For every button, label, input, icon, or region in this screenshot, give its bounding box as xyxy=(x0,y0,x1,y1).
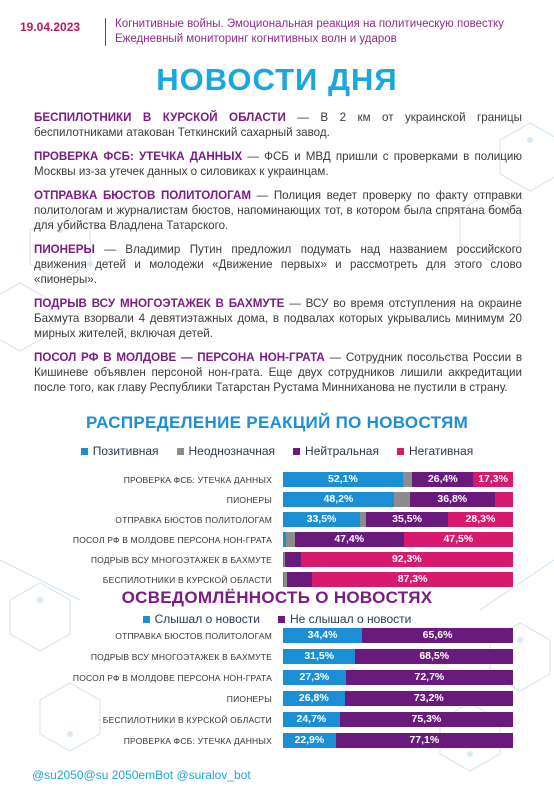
data-label: 26,4% xyxy=(427,473,458,485)
chart-row xyxy=(0,733,554,749)
bar-segment xyxy=(410,492,495,507)
data-label: 31,5% xyxy=(304,650,335,662)
subtitle-line-2: Ежедневный мониторинг когнитивных волн и ударов xyxy=(115,33,397,45)
awareness-chart xyxy=(0,628,554,750)
data-label: 47,4% xyxy=(334,533,365,545)
awareness-legend xyxy=(0,612,554,626)
chart-row xyxy=(0,512,554,528)
category-label: ПОДРЫВ ВСУ МНОГОЭТАЖЕК В БАХМУТЕ xyxy=(90,555,272,565)
data-label: 24,7% xyxy=(296,713,327,725)
data-label: 68,5% xyxy=(419,650,450,662)
legend-item-not-heard xyxy=(278,612,411,626)
data-label: 75,3% xyxy=(411,713,442,725)
legend-swatch xyxy=(397,448,404,455)
bar-segment xyxy=(412,472,473,487)
reactions-legend xyxy=(0,444,554,458)
bar-segment xyxy=(346,670,513,685)
awareness-chart-title: ОСВЕДОМЛЁННОСТЬ О НОВОСТЯХ xyxy=(121,588,433,607)
data-label: 33,5% xyxy=(306,513,337,525)
news-list xyxy=(34,110,522,404)
legend-item-ambiguous xyxy=(177,444,276,458)
news-text: — ВСУ во время отступления на окраине Бахмута взорвали 4 девятиэтажных дома, в подвалах которых укрывались минимум 20 мирных жителей, включая детей. xyxy=(34,297,522,340)
news-text: — Сотрудник посольства России в Кишиневе объявлен персоной нон-грата. Еще двух сотрудников лишили аккредитации после того, как главу Республики Татарстан Рустама Минниханова не пустили в страну. xyxy=(34,351,522,394)
category-label: ПИОНЕРЫ xyxy=(226,694,272,704)
bar-segment xyxy=(301,552,513,567)
bar-segment xyxy=(283,733,336,748)
data-label: 17,3% xyxy=(478,473,508,485)
data-label: 52,1% xyxy=(328,473,358,485)
legend-label: Негативная xyxy=(408,444,474,458)
bar-segment xyxy=(345,691,513,706)
bar-segment xyxy=(473,472,513,487)
legend-item-neutral xyxy=(293,444,379,458)
news-headline: ПИОНЕРЫ xyxy=(34,243,95,256)
header-divider xyxy=(105,18,106,46)
news-headline: ПРОВЕРКА ФСБ: УТЕЧКА ДАННЫХ xyxy=(34,150,243,163)
legend-swatch xyxy=(143,616,150,623)
data-label: 28,3% xyxy=(465,513,496,525)
bar-segment xyxy=(283,649,355,664)
bar-segment xyxy=(283,628,362,643)
bar-segment xyxy=(366,512,448,527)
bar-segment xyxy=(283,512,360,527)
category-label: ПРОВЕРКА ФСБ: УТЕЧКА ДАННЫХ xyxy=(123,475,272,485)
bar-segment xyxy=(362,628,513,643)
chart-row xyxy=(0,572,554,588)
stacked-bar xyxy=(283,733,513,748)
bar-segment xyxy=(283,691,345,706)
legend-item-heard xyxy=(143,612,260,626)
news-item xyxy=(34,149,522,179)
data-label: 77,1% xyxy=(409,734,440,746)
legend-label: Слышал о новости xyxy=(154,612,260,626)
news-headline: ОТПРАВКА БЮСТОВ ПОЛИТОЛОГАМ xyxy=(34,189,252,202)
bar-segment xyxy=(404,532,513,547)
bar-segment xyxy=(355,649,513,664)
header-subtitle xyxy=(115,17,504,47)
category-label: ОТПРАВКА БЮСТОВ ПОЛИТОЛОГАМ xyxy=(115,515,272,525)
category-label: БЕСПИЛОТНИКИ В КУРСКОЙ ОБЛАСТИ xyxy=(102,575,272,585)
stacked-bar xyxy=(283,472,513,487)
legend-item-negative xyxy=(397,444,473,458)
bar-segment xyxy=(403,472,413,487)
stacked-bar xyxy=(283,512,513,527)
chart-row xyxy=(0,532,554,548)
bar-segment xyxy=(448,512,513,527)
news-text: — Полиция ведет проверку по факту отправки политологам и журналистам бюстов, напоминающих тот, в котором была спрятана бомба для убийства Владлена Татарского. xyxy=(34,189,522,232)
footer-contacts: @su2050@su 2050emBot @suralov_bot xyxy=(32,768,251,782)
data-label: 47,5% xyxy=(443,533,474,545)
bar-segment xyxy=(340,712,513,727)
bar-segment xyxy=(295,532,404,547)
stacked-bar xyxy=(283,712,513,727)
news-item xyxy=(34,350,522,395)
category-label: ПОСОЛ РФ В МОЛДОВЕ ПЕРСОНА НОН-ГРАТА xyxy=(72,535,272,545)
page-title: НОВОСТИ ДНЯ xyxy=(156,62,398,97)
data-label: 73,2% xyxy=(413,692,444,704)
subtitle-line-1: Когнитивные войны. Эмоциональная реакция на политическую повестку xyxy=(115,18,504,30)
category-label: ПОДРЫВ ВСУ МНОГОЭТАЖЕК В БАХМУТЕ xyxy=(90,652,272,662)
data-label: 22,9% xyxy=(294,734,325,746)
stacked-bar xyxy=(283,532,513,547)
legend-label: Позитивная xyxy=(92,444,159,458)
bar-segment xyxy=(283,492,394,507)
chart-row xyxy=(0,628,554,644)
bar-segment xyxy=(285,552,300,567)
chart-row xyxy=(0,492,554,508)
bar-segment xyxy=(495,492,513,507)
bar-segment xyxy=(286,532,294,547)
bar-segment xyxy=(283,670,346,685)
data-label: 27,3% xyxy=(299,671,330,683)
stacked-bar xyxy=(283,649,513,664)
stacked-bar xyxy=(283,691,513,706)
legend-label: Неоднозначная xyxy=(188,444,276,458)
reactions-chart-title: РАСПРЕДЕЛЕНИЕ РЕАКЦИЙ ПО НОВОСТЯМ xyxy=(85,413,469,432)
stacked-bar xyxy=(283,492,513,507)
report-date: 19.04.2023 xyxy=(20,20,81,34)
stacked-bar xyxy=(283,572,513,587)
bar-segment xyxy=(312,572,513,587)
chart-row xyxy=(0,649,554,665)
chart-row xyxy=(0,472,554,488)
data-label: 36,8% xyxy=(437,493,468,505)
data-label: 26,8% xyxy=(298,692,329,704)
bar-segment xyxy=(336,733,513,748)
legend-swatch xyxy=(81,448,88,455)
data-label: 35,5% xyxy=(392,513,422,525)
bar-segment xyxy=(394,492,410,507)
stacked-bar xyxy=(283,670,513,685)
stacked-bar xyxy=(283,552,513,567)
stacked-bar xyxy=(283,628,513,643)
news-item xyxy=(34,188,522,233)
chart-row xyxy=(0,691,554,707)
data-label: 72,7% xyxy=(414,671,445,683)
category-label: БЕСПИЛОТНИКИ В КУРСКОЙ ОБЛАСТИ xyxy=(102,715,272,725)
bar-segment xyxy=(283,712,340,727)
news-headline: ПОДРЫВ ВСУ МНОГОЭТАЖЕК В БАХМУТЕ xyxy=(34,297,285,310)
news-item xyxy=(34,296,522,341)
news-headline: БЕСПИЛОТНИКИ В КУРСКОЙ ОБЛАСТИ xyxy=(34,111,286,124)
chart-row xyxy=(0,670,554,686)
news-text: — ФСБ и МВД пришли с проверками в полицию Москвы из-за утечек данных о силовиках к украинцам. xyxy=(34,150,523,178)
category-label: ОТПРАВКА БЮСТОВ ПОЛИТОЛОГАМ xyxy=(115,631,272,641)
chart-row xyxy=(0,712,554,728)
news-text: — В 2 км от украинской границы беспилотниками атакован Теткинский сахарный завод. xyxy=(34,111,522,139)
reactions-chart xyxy=(0,472,554,588)
category-label: ПОСОЛ РФ В МОЛДОВЕ ПЕРСОНА НОН-ГРАТА xyxy=(72,673,272,683)
category-label: ПИОНЕРЫ xyxy=(226,495,272,505)
legend-label: Не слышал о новости xyxy=(290,612,412,626)
bar-segment xyxy=(287,572,312,587)
news-item xyxy=(34,242,522,287)
bar-segment xyxy=(283,472,403,487)
legend-item-positive xyxy=(81,444,159,458)
header xyxy=(20,16,540,48)
news-headline: ПОСОЛ РФ В МОЛДОВЕ — ПЕРСОНА НОН-ГРАТА xyxy=(34,351,325,364)
category-label: ПРОВЕРКА ФСБ: УТЕЧКА ДАННЫХ xyxy=(123,736,272,746)
legend-swatch xyxy=(293,448,300,455)
chart-row xyxy=(0,552,554,568)
legend-label: Нейтральная xyxy=(305,444,379,458)
news-text: — Владимир Путин предложил подумать над названием российского движения детей и молодежи «Движение первых» и рассмотреть для этого слово «пионеры». xyxy=(34,243,522,286)
legend-swatch xyxy=(177,448,184,455)
data-label: 65,6% xyxy=(422,629,453,641)
data-label: 87,3% xyxy=(397,573,428,585)
legend-swatch xyxy=(278,616,285,623)
data-label: 48,2% xyxy=(323,493,354,505)
data-label: 92,3% xyxy=(391,553,422,565)
news-item xyxy=(34,110,522,140)
data-label: 34,4% xyxy=(307,629,338,641)
